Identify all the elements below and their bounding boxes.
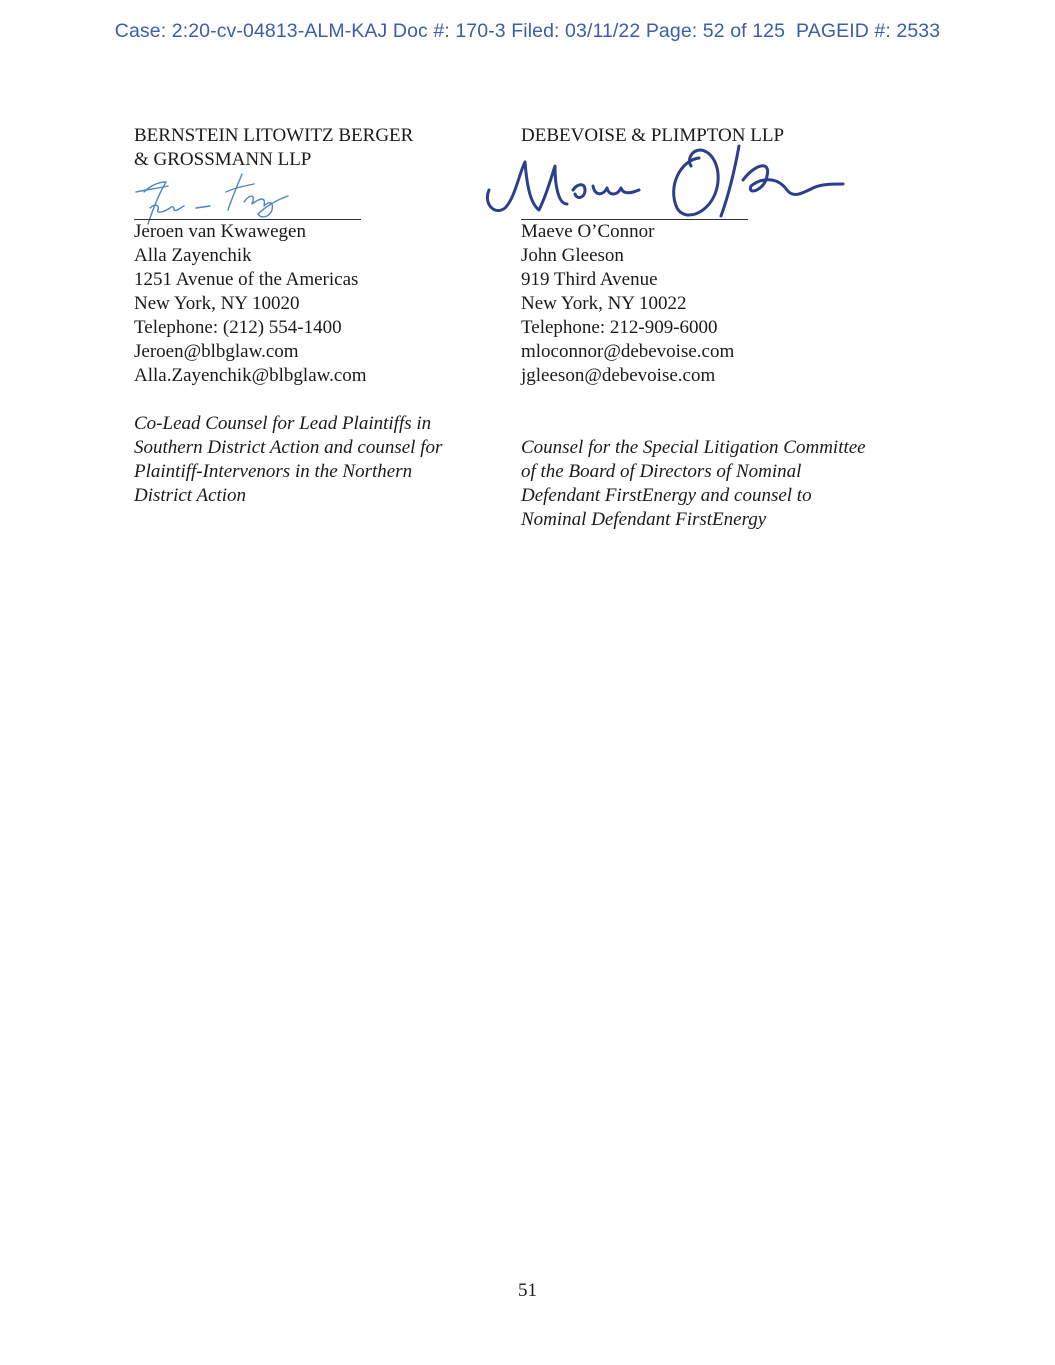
firm-name-line: & GROSSMANN LLP <box>134 149 312 170</box>
firm-name-line: DEBEVOISE & PLIMPTON LLP <box>521 125 785 146</box>
role-line: Nominal Defendant FirstEnergy <box>521 509 767 530</box>
telephone: Telephone: 212-909-6000 <box>521 317 718 338</box>
page-number: 51 <box>518 1280 537 1301</box>
role-line: District Action <box>134 485 247 506</box>
address-street: 919 Third Avenue <box>521 269 658 290</box>
address-city: New York, NY 10020 <box>134 293 300 314</box>
address-street: 1251 Avenue of the Americas <box>134 269 359 290</box>
role-line: of the Board of Directors of Nominal <box>521 461 802 482</box>
role-line: Counsel for the Special Litigation Committee <box>521 437 866 458</box>
email: Jeroen@blbglaw.com <box>134 341 299 362</box>
signature-line <box>134 219 361 220</box>
signature-block-right <box>521 124 941 532</box>
signature-area <box>134 172 504 220</box>
attorney-name: Alla Zayenchik <box>134 245 252 266</box>
role-line: Defendant FirstEnergy and counsel to <box>521 485 812 506</box>
email: jgleeson@debevoise.com <box>521 365 716 386</box>
case-header: Case: 2:20-cv-04813-ALM-KAJ Doc #: 170-3 Filed: 03/11/22 Page: 52 of 125 PAGEID #: 2533 <box>114 20 941 42</box>
counsel-role <box>134 412 504 508</box>
role-line: Plaintiff-Intervenors in the Northern <box>134 461 413 482</box>
role-line: Southern District Action and counsel for <box>134 437 443 458</box>
role-line: Co-Lead Counsel for Lead Plaintiffs in <box>134 413 432 434</box>
signature-block-left <box>134 124 504 508</box>
signature-line <box>521 219 748 220</box>
email: mloconnor@debevoise.com <box>521 341 735 362</box>
email: Alla.Zayenchik@blbglaw.com <box>134 365 367 386</box>
attorney-name: Maeve O’Connor <box>521 221 655 242</box>
counsel-role <box>521 436 941 532</box>
telephone: Telephone: (212) 554-1400 <box>134 317 342 338</box>
address-city: New York, NY 10022 <box>521 293 687 314</box>
signature-jeroen-van-kwawegen <box>134 170 304 230</box>
firm-name-line: BERNSTEIN LITOWITZ BERGER <box>134 125 414 146</box>
signature-maeve-oconnor <box>481 138 861 228</box>
attorney-name: Jeroen van Kwawegen <box>134 221 306 242</box>
signature-area <box>521 148 941 220</box>
attorney-name: John Gleeson <box>521 245 624 266</box>
